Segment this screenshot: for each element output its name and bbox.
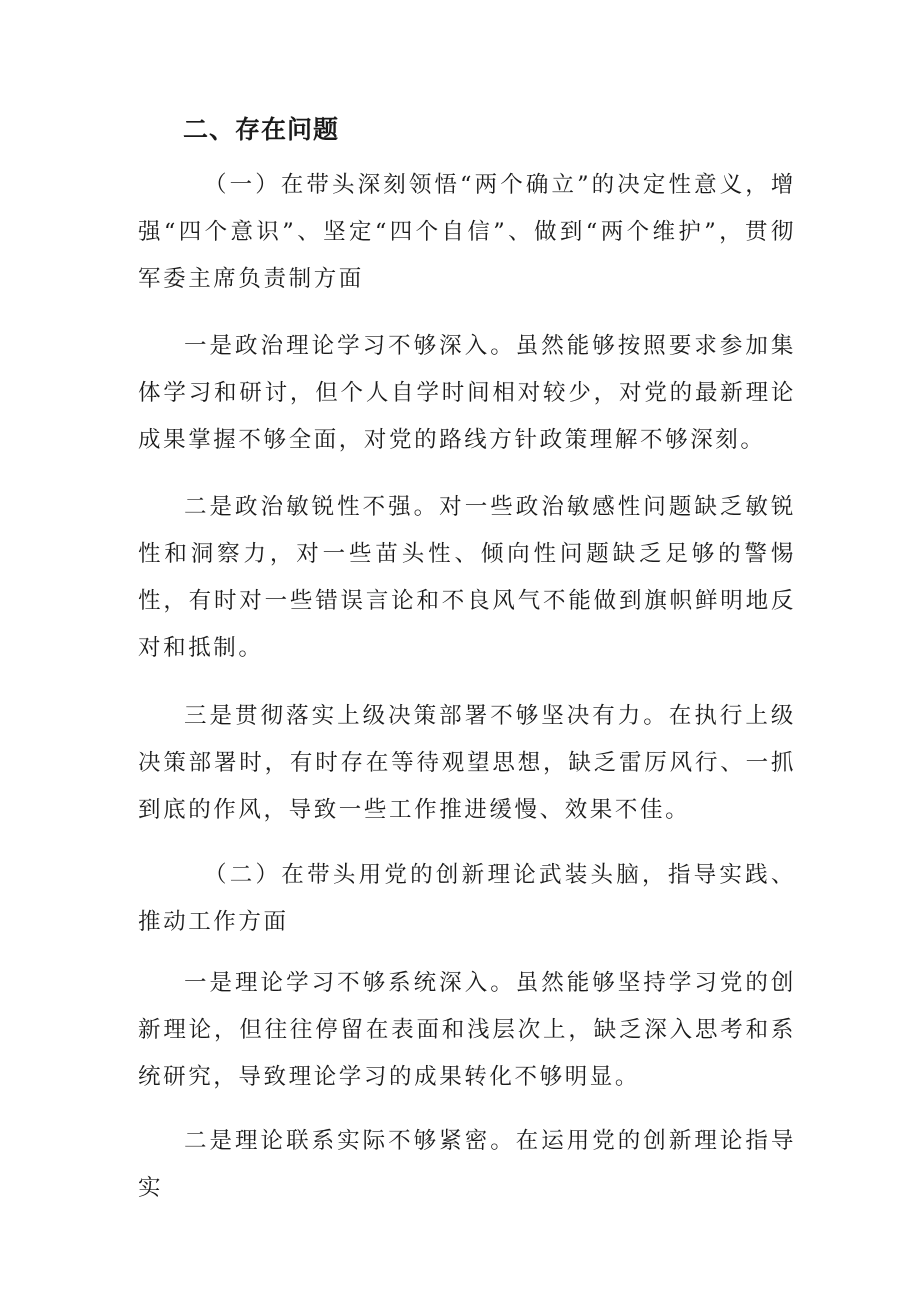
paragraph-5: 二是理论联系实际不够紧密。在运用党的创新理论指导实 xyxy=(138,1128,796,1201)
paragraph-2: 二是政治敏锐性不强。对一些政治敏感性问题缺乏敏锐性和洞察力，对一些苗头性、倾向性问题缺乏足够的警惕性，有时对一些错误言论和不良风气不能做到旗帜鲜明地反对和抵制。 xyxy=(138,494,796,661)
paragraph-3: 三是贯彻落实上级决策部署不够坚决有力。在执行上级决策部署时，有时存在等待观望思想，缺乏雷厉风行、一抓到底的作风，导致一些工作推进缓慢、效果不佳。 xyxy=(138,703,796,823)
section-heading: 二、存在问题 xyxy=(183,115,340,144)
paragraph-1: 一是政治理论学习不够深入。虽然能够按照要求参加集体学习和研讨，但个人自学时间相对较少，对党的最新理论成果掌握不够全面，对党的路线方针政策理解不够深刻。 xyxy=(138,333,796,453)
paragraph-4: 一是理论学习不够系统深入。虽然能够坚持学习党的创新理论，但往往停留在表面和浅层次上，缺乏深入思考和系统研究，导致理论学习的成果转化不够明显。 xyxy=(138,970,796,1090)
subsection-heading-2: （二）在带头用党的创新理论武装头脑，指导实践、推动工作方面 xyxy=(138,862,796,935)
subsection-heading-1: （一）在带头深刻领悟“两个确立”的决定性意义，增强“四个意识”、坚定“四个自信”、做到“两个维护”，贯彻军委主席负责制方面 xyxy=(138,172,796,292)
